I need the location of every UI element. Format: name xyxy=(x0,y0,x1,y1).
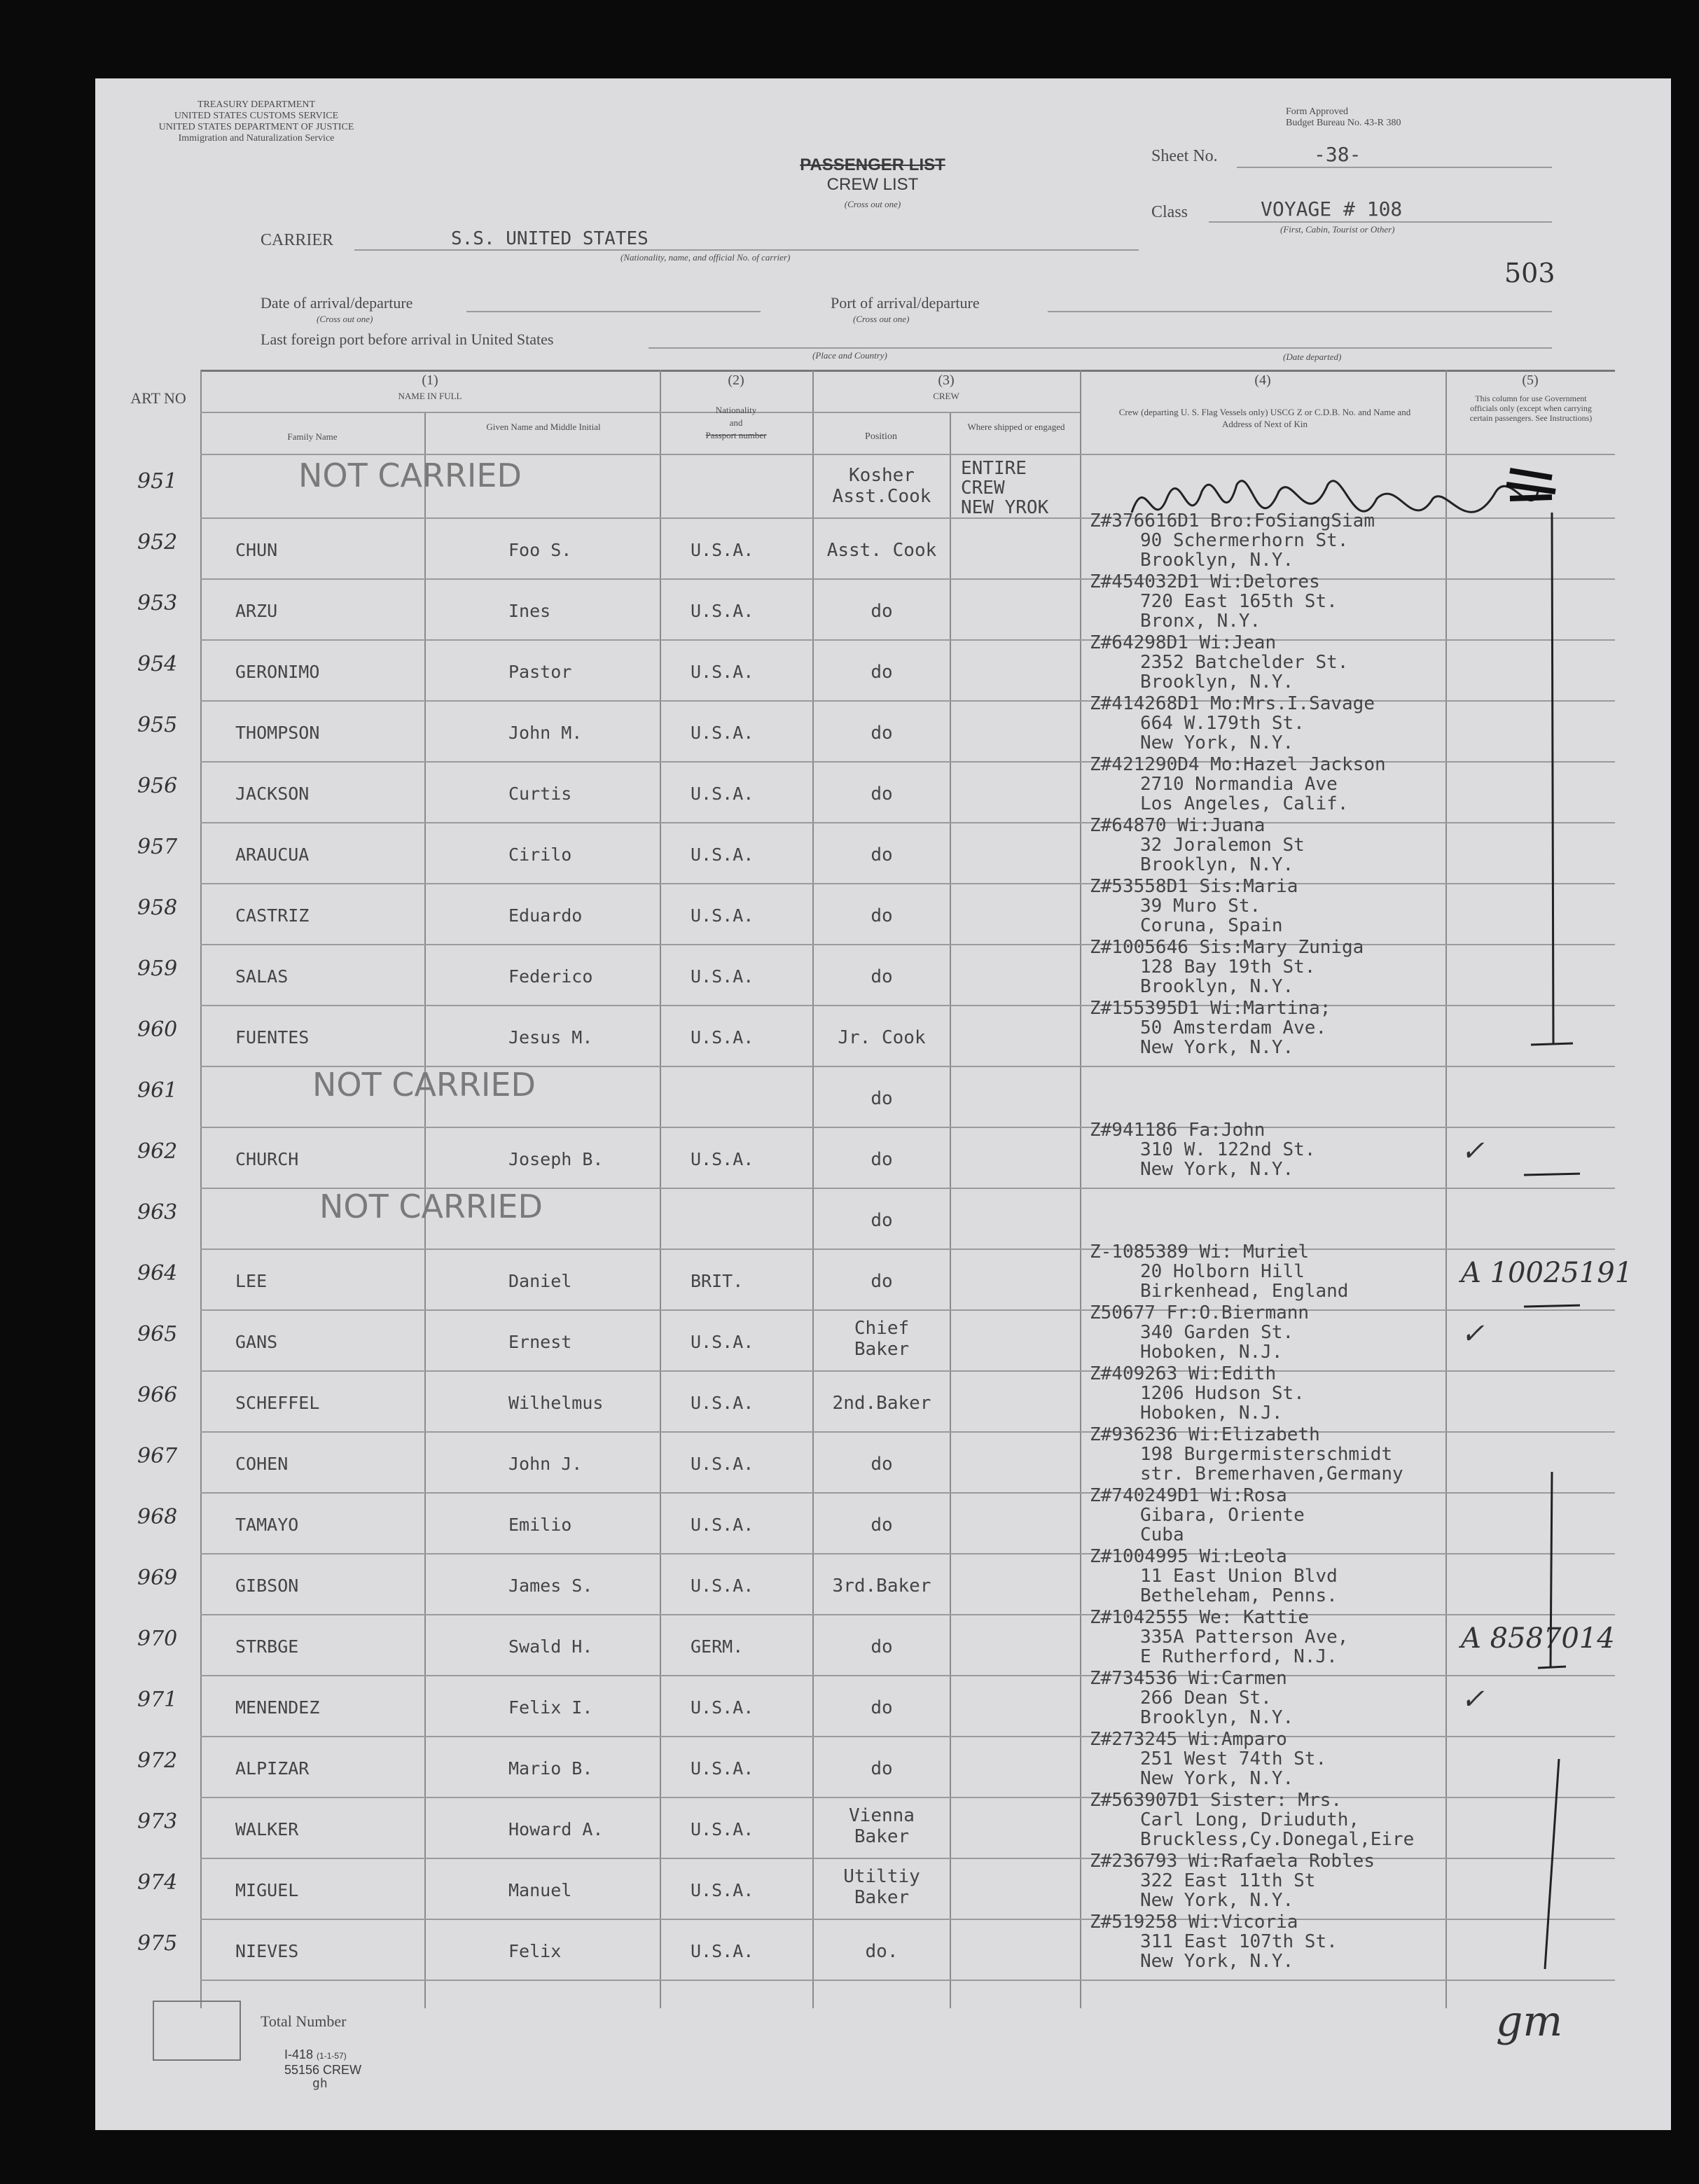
given-name: Ines xyxy=(508,601,551,621)
row-number: 962 xyxy=(137,1139,178,1164)
family-name: JACKSON xyxy=(235,784,310,804)
form-number xyxy=(284,2047,361,2091)
family-name: CHUN xyxy=(235,540,278,560)
position-line: do xyxy=(871,1210,893,1231)
art-no-heading: ART NO xyxy=(130,389,186,407)
family-name: CASTRIZ xyxy=(235,905,310,926)
nationality: U.S.A. xyxy=(691,1332,754,1352)
form-number-code: I-418 xyxy=(284,2047,314,2061)
row-number: 970 xyxy=(137,1627,178,1651)
next-of-kin-line: Z#563907D1 Sister: Mrs. xyxy=(1090,1790,1343,1811)
agency-line: TREASURY DEPARTMENT xyxy=(197,99,316,110)
row-number: 958 xyxy=(137,896,178,920)
next-of-kin-line: New York, N.Y. xyxy=(1140,1951,1294,1972)
carrier-label: CARRIER xyxy=(261,231,334,249)
position-line: do xyxy=(871,784,893,805)
position-line: do xyxy=(871,1088,893,1109)
next-of-kin-line: 50 Amsterdam Ave. xyxy=(1140,1017,1327,1038)
where-shipped-line: CREW xyxy=(961,478,1005,499)
family-name: GIBSON xyxy=(235,1576,299,1596)
table-row xyxy=(95,1607,1671,1676)
official-mark: ✓ xyxy=(1461,1318,1485,1350)
family-name: NIEVES xyxy=(235,1941,299,1961)
position-line: do xyxy=(871,601,893,622)
next-of-kin-line: 335A Patterson Ave, xyxy=(1140,1627,1349,1648)
next-of-kin-line: Z#936236 Wi:Elizabeth xyxy=(1090,1424,1320,1445)
family-name-heading: Family Name xyxy=(287,431,338,442)
next-of-kin-line: Z#941186 Fa:John xyxy=(1090,1120,1265,1141)
row-number: 959 xyxy=(137,957,178,981)
given-name: Federico xyxy=(508,966,593,987)
next-of-kin-line: Z-1085389 Wi: Muriel xyxy=(1090,1241,1310,1263)
col2-title-line: Nationality xyxy=(715,405,757,415)
next-of-kin-line: Bruckless,Cy.Donegal,Eire xyxy=(1140,1829,1415,1850)
agency-line: Immigration and Naturalization Service xyxy=(178,133,335,144)
next-of-kin-line: 20 Holborn Hill xyxy=(1140,1261,1305,1282)
table-row xyxy=(95,1790,1671,1859)
table-row xyxy=(95,1067,1671,1128)
date-label: Date of arrival/departure xyxy=(261,294,413,312)
form-approved-label: Form Approved xyxy=(1286,106,1349,117)
list-type: CREW LIST xyxy=(826,175,919,194)
form-number-date: (1-1-57) xyxy=(317,2051,347,2061)
given-name: Foo S. xyxy=(508,540,572,560)
family-name: MIGUEL xyxy=(235,1880,299,1900)
next-of-kin-line: 32 Joralemon St xyxy=(1140,835,1305,856)
given-name: Curtis xyxy=(508,784,572,804)
next-of-kin-line: 11 East Union Blvd xyxy=(1140,1566,1338,1587)
nationality: U.S.A. xyxy=(691,1576,754,1596)
row-number: 971 xyxy=(137,1688,178,1712)
given-name: Swald H. xyxy=(508,1636,593,1657)
col5-title: This column for use Government officials only (except when carrying certain passengers. See Instructions) xyxy=(1469,394,1593,423)
table-row xyxy=(95,754,1671,823)
nationality: U.S.A. xyxy=(691,1819,754,1839)
given-name: Joseph B. xyxy=(508,1149,604,1169)
given-name: James S. xyxy=(508,1576,593,1596)
given-name: Felix I. xyxy=(508,1697,593,1718)
next-of-kin-line: Birkenhead, England xyxy=(1140,1281,1349,1302)
next-of-kin-line: Hoboken, N.J. xyxy=(1140,1342,1283,1363)
nationality: U.S.A. xyxy=(691,1027,754,1048)
table-row xyxy=(95,1912,1671,1981)
next-of-kin-line: 664 W.179th St. xyxy=(1140,713,1305,734)
row-number: 973 xyxy=(137,1809,178,1834)
row-number: 957 xyxy=(137,835,178,859)
row-number: 951 xyxy=(137,469,178,494)
next-of-kin-line: Z#1005646 Sis:Mary Zuniga xyxy=(1090,937,1364,958)
position-line: Vienna xyxy=(849,1805,915,1826)
not-carried-stamp: NOT CARRIED xyxy=(312,1066,536,1104)
given-name-heading: Given Name and Middle Initial xyxy=(486,422,601,432)
nationality: U.S.A. xyxy=(691,662,754,682)
row-number: 972 xyxy=(137,1748,178,1773)
cross-out-hint: (Cross out one) xyxy=(844,199,901,209)
position-line: do xyxy=(871,1454,893,1475)
signature-scribble-icon xyxy=(1104,457,1580,548)
total-number-box xyxy=(153,2001,241,2061)
next-of-kin-line: New York, N.Y. xyxy=(1140,1037,1294,1058)
position-line: 3rd.Baker xyxy=(832,1576,931,1597)
next-of-kin-line: 1206 Hudson St. xyxy=(1140,1383,1305,1404)
position-line: do xyxy=(871,844,893,865)
sheet-label: Sheet No. xyxy=(1151,147,1218,165)
next-of-kin-line: New York, N.Y. xyxy=(1140,1159,1294,1180)
next-of-kin-line: Brooklyn, N.Y. xyxy=(1140,672,1294,693)
position-line: do xyxy=(871,1758,893,1779)
given-name: Jesus M. xyxy=(508,1027,593,1048)
agency-line: UNITED STATES DEPARTMENT OF JUSTICE xyxy=(158,122,354,132)
family-name: GANS xyxy=(235,1332,278,1352)
col1-title: NAME IN FULL xyxy=(398,391,462,401)
next-of-kin-line: 251 West 74th St. xyxy=(1140,1748,1327,1769)
next-of-kin-line: 720 East 165th St. xyxy=(1140,591,1338,612)
next-of-kin-line: 310 W. 122nd St. xyxy=(1140,1139,1316,1160)
family-name: FUENTES xyxy=(235,1027,310,1048)
next-of-kin-line: Z#519258 Wi:Vicoria xyxy=(1090,1912,1298,1933)
table-row xyxy=(95,1729,1671,1798)
table-row xyxy=(95,693,1671,763)
next-of-kin-line: Z#454032D1 Wi:Delores xyxy=(1090,571,1320,592)
nationality: U.S.A. xyxy=(691,1941,754,1961)
form-initials: gh xyxy=(312,2076,328,2091)
form-number-sub: 55156 CREW xyxy=(284,2063,362,2077)
position-line: do xyxy=(871,662,893,683)
given-name: Pastor xyxy=(508,662,572,682)
next-of-kin-line: Z#1004995 Wi:Leola xyxy=(1090,1546,1287,1567)
sheet-value: -38- xyxy=(1314,143,1361,166)
page-number: 503 xyxy=(1504,258,1555,288)
nationality: U.S.A. xyxy=(691,784,754,804)
row-number: 963 xyxy=(137,1200,178,1225)
family-name: SALAS xyxy=(235,966,289,987)
row-number: 965 xyxy=(137,1322,178,1347)
nationality: U.S.A. xyxy=(691,1515,754,1535)
position-line: do xyxy=(871,1515,893,1536)
next-of-kin-line: Z#53558D1 Sis:Maria xyxy=(1090,876,1298,897)
row-number: 961 xyxy=(137,1078,178,1103)
inspector-signature: gm xyxy=(1496,1997,1563,2046)
col3-title: CREW xyxy=(933,391,959,401)
nationality: U.S.A. xyxy=(691,723,754,743)
next-of-kin-line: Brooklyn, N.Y. xyxy=(1140,854,1294,875)
next-of-kin-line: 322 East 11th St xyxy=(1140,1870,1316,1891)
next-of-kin-line: 266 Dean St. xyxy=(1140,1688,1272,1709)
row-number: 966 xyxy=(137,1383,178,1407)
next-of-kin-line: New York, N.Y. xyxy=(1140,732,1294,753)
table-row xyxy=(95,1668,1671,1737)
row-number: 954 xyxy=(137,652,178,676)
col3-number: (3) xyxy=(938,373,955,388)
family-name: ALPIZAR xyxy=(235,1758,310,1779)
table-row xyxy=(95,1424,1671,1494)
carrier-value: S.S. UNITED STATES xyxy=(451,228,649,249)
family-name: TAMAYO xyxy=(235,1515,299,1535)
nationality: U.S.A. xyxy=(691,966,754,987)
row-number: 956 xyxy=(137,774,178,798)
next-of-kin-line: Z#273245 Wi:Amparo xyxy=(1090,1729,1287,1750)
position-line: Kosher xyxy=(849,465,915,486)
crew-list-form xyxy=(95,78,1671,2130)
next-of-kin-line: Z#236793 Wi:Rafaela Robles xyxy=(1090,1851,1375,1872)
position-line: do xyxy=(871,1697,893,1718)
nationality: U.S.A. xyxy=(691,1697,754,1718)
given-name: Wilhelmus xyxy=(508,1393,604,1413)
position-line: Baker xyxy=(854,1826,910,1847)
next-of-kin-line: Z#1042555 We: Kattie xyxy=(1090,1607,1310,1628)
table-row xyxy=(95,1851,1671,1920)
where-shipped-heading: Where shipped or engaged xyxy=(967,422,1065,432)
table-row xyxy=(95,1189,1671,1250)
position-line: Baker xyxy=(854,1887,910,1908)
position-line: Utiltiy xyxy=(843,1866,920,1887)
official-mark: ✓ xyxy=(1461,1135,1485,1167)
given-name: Howard A. xyxy=(508,1819,604,1839)
next-of-kin-line: Z#414268D1 Mo:Mrs.I.Savage xyxy=(1090,693,1375,714)
table-row xyxy=(95,1241,1671,1311)
next-of-kin-line: Brooklyn, N.Y. xyxy=(1140,1707,1294,1728)
official-mark: A 8587014 xyxy=(1461,1622,1615,1655)
not-carried-stamp: NOT CARRIED xyxy=(319,1188,543,1225)
next-of-kin-line: Z#421290D4 Mo:Hazel Jackson xyxy=(1090,754,1386,775)
where-shipped-line: ENTIRE xyxy=(961,458,1027,479)
col2-title-line-struck: Passport number xyxy=(705,430,767,440)
given-name: Daniel xyxy=(508,1271,572,1291)
given-name: Mario B. xyxy=(508,1758,593,1779)
position-line: Baker xyxy=(854,1339,910,1360)
carrier-hint: (Nationality, name, and official No. of carrier) xyxy=(620,252,791,263)
agency-line: UNITED STATES CUSTOMS SERVICE xyxy=(174,111,339,121)
next-of-kin-line: 2352 Batchelder St. xyxy=(1140,652,1349,673)
position-line: do. xyxy=(865,1941,899,1962)
row-number: 968 xyxy=(137,1505,178,1529)
col5-number: (5) xyxy=(1522,373,1539,388)
next-of-kin-line: Los Angeles, Calif. xyxy=(1140,793,1349,814)
col2-number: (2) xyxy=(728,373,744,388)
next-of-kin-line: Z#409263 Wi:Edith xyxy=(1090,1363,1277,1384)
table-top-rule xyxy=(200,370,1615,372)
row-number: 974 xyxy=(137,1870,178,1895)
given-name: Felix xyxy=(508,1941,562,1961)
nationality: BRIT. xyxy=(691,1271,744,1291)
position-heading: Position xyxy=(865,431,897,442)
position-line: Asst. Cook xyxy=(826,540,937,561)
not-carried-stamp: NOT CARRIED xyxy=(298,457,522,494)
nationality: U.S.A. xyxy=(691,1149,754,1169)
next-of-kin-line: 340 Garden St. xyxy=(1140,1322,1294,1343)
next-of-kin-line: Z#734536 Wi:Carmen xyxy=(1090,1668,1287,1689)
row-number: 952 xyxy=(137,530,178,555)
table-row xyxy=(95,998,1671,1067)
row-number: 964 xyxy=(137,1261,178,1286)
nationality: U.S.A. xyxy=(691,540,754,560)
table-row xyxy=(95,815,1671,884)
position-line: do xyxy=(871,1636,893,1657)
official-mark: ✓ xyxy=(1461,1683,1485,1716)
col1-number: (1) xyxy=(422,373,438,388)
position-line: do xyxy=(871,1271,893,1292)
next-of-kin-line: Z#740249D1 Wi:Rosa xyxy=(1090,1485,1287,1506)
class-hint: (First, Cabin, Tourist or Other) xyxy=(1280,224,1395,235)
family-name: MENENDEZ xyxy=(235,1697,320,1718)
position-line: Jr. Cook xyxy=(838,1027,926,1048)
next-of-kin-line: Cuba xyxy=(1140,1524,1184,1545)
next-of-kin-line: str. Bremerhaven,Germany xyxy=(1140,1463,1403,1484)
list-type-struck: PASSENGER LIST xyxy=(800,155,945,174)
nationality: U.S.A. xyxy=(691,1758,754,1779)
next-of-kin-line: Z#155395D1 Wi:Martina; xyxy=(1090,998,1331,1019)
next-of-kin-line: 311 East 107th St. xyxy=(1140,1931,1338,1952)
nationality: U.S.A. xyxy=(691,1454,754,1474)
nationality: U.S.A. xyxy=(691,1393,754,1413)
table-row xyxy=(95,1302,1671,1372)
nationality: GERM. xyxy=(691,1636,744,1657)
next-of-kin-line: Carl Long, Driuduth, xyxy=(1140,1809,1360,1830)
nationality: U.S.A. xyxy=(691,844,754,865)
official-mark: A 10025191 xyxy=(1461,1257,1633,1289)
next-of-kin-line: Gibara, Oriente xyxy=(1140,1505,1305,1526)
class-value: VOYAGE # 108 xyxy=(1261,197,1403,221)
nationality: U.S.A. xyxy=(691,601,754,621)
table-row xyxy=(95,1363,1671,1433)
table-row xyxy=(95,1485,1671,1554)
next-of-kin-line: E Rutherford, N.J. xyxy=(1140,1646,1338,1667)
family-name: ARAUCUA xyxy=(235,844,310,865)
position-line: do xyxy=(871,1149,893,1170)
position-line: do xyxy=(871,723,893,744)
given-name: Ernest xyxy=(508,1332,572,1352)
position-line: do xyxy=(871,905,893,926)
family-name: COHEN xyxy=(235,1454,289,1474)
next-of-kin-line: 198 Burgermisterschmidt xyxy=(1140,1444,1393,1465)
position-line: do xyxy=(871,966,893,987)
table-row xyxy=(95,571,1671,641)
next-of-kin-line: 2710 Normandia Ave xyxy=(1140,774,1338,795)
next-of-kin-line: Z#64298D1 Wi:Jean xyxy=(1090,632,1277,653)
family-name: ARZU xyxy=(235,601,278,621)
row-number: 975 xyxy=(137,1931,178,1956)
next-of-kin-line: Z#376616D1 Bro:FoSiangSiam xyxy=(1090,510,1375,531)
next-of-kin-line: Brooklyn, N.Y. xyxy=(1140,550,1294,571)
last-port-label: Last foreign port before arrival in United States xyxy=(261,331,554,348)
next-of-kin-line: Betheleham, Penns. xyxy=(1140,1585,1338,1606)
given-name: Cirilo xyxy=(508,844,572,865)
family-name: STRBGE xyxy=(235,1636,299,1657)
date-hint: (Cross out one) xyxy=(317,314,373,324)
position-line: 2nd.Baker xyxy=(832,1393,931,1414)
next-of-kin-line: Z50677 Fr:O.Biermann xyxy=(1090,1302,1310,1323)
family-name: GERONIMO xyxy=(235,662,320,682)
table-row xyxy=(95,1120,1671,1189)
col4-title: Crew (departing U. S. Flag Vessels only) USCG Z or C.D.B. No. and Name and Address of Next of Kin xyxy=(1118,407,1411,429)
next-of-kin-line: 39 Muro St. xyxy=(1140,896,1261,917)
table-row xyxy=(95,876,1671,945)
date-departed-hint: (Date departed) xyxy=(1283,352,1342,362)
port-hint: (Cross out one) xyxy=(853,314,910,324)
table-row xyxy=(95,632,1671,702)
nationality: U.S.A. xyxy=(691,905,754,926)
next-of-kin-line: Coruna, Spain xyxy=(1140,915,1283,936)
form-approved xyxy=(1286,106,1401,129)
row-number: 955 xyxy=(137,713,178,737)
next-of-kin-line: Hoboken, N.J. xyxy=(1140,1403,1283,1424)
family-name: LEE xyxy=(235,1271,268,1291)
place-hint: (Place and Country) xyxy=(812,350,887,361)
row-number: 969 xyxy=(137,1566,178,1590)
next-of-kin-line: Brooklyn, N.Y. xyxy=(1140,976,1294,997)
family-name: SCHEFFEL xyxy=(235,1393,320,1413)
list-type-block xyxy=(768,155,978,214)
position-line: Chief xyxy=(854,1318,910,1339)
col4-number: (4) xyxy=(1254,373,1271,388)
next-of-kin-line: 128 Bay 19th St. xyxy=(1140,957,1316,978)
given-name: John J. xyxy=(508,1454,583,1474)
given-name: Emilio xyxy=(508,1515,572,1535)
next-of-kin-line: New York, N.Y. xyxy=(1140,1890,1294,1911)
next-of-kin-line: 90 Schermerhorn St. xyxy=(1140,530,1349,551)
vertical-tick-line-icon xyxy=(1524,513,1580,1759)
table-row xyxy=(95,937,1671,1006)
position-line: Asst.Cook xyxy=(832,486,931,507)
total-number-label: Total Number xyxy=(261,2012,347,2030)
row-number: 953 xyxy=(137,591,178,615)
family-name: CHURCH xyxy=(235,1149,299,1169)
port-label: Port of arrival/departure xyxy=(831,294,980,312)
given-name: John M. xyxy=(508,723,583,743)
given-name: Eduardo xyxy=(508,905,583,926)
nationality: U.S.A. xyxy=(691,1880,754,1900)
next-of-kin-line: Z#64870 Wi:Juana xyxy=(1090,815,1265,836)
class-label: Class xyxy=(1151,203,1188,221)
budget-bureau-label: Budget Bureau No. 43-R 380 xyxy=(1286,118,1401,128)
next-of-kin-line: New York, N.Y. xyxy=(1140,1768,1294,1789)
row-number: 960 xyxy=(137,1017,178,1042)
table-row xyxy=(95,1546,1671,1615)
row-number: 967 xyxy=(137,1444,178,1468)
col2-title-line: and xyxy=(729,417,743,428)
where-shipped-line: NEW YROK xyxy=(961,497,1049,518)
given-name: Manuel xyxy=(508,1880,572,1900)
family-name: THOMPSON xyxy=(235,723,320,743)
agency-block xyxy=(137,99,375,144)
next-of-kin-line: Bronx, N.Y. xyxy=(1140,611,1261,632)
family-name: WALKER xyxy=(235,1819,299,1839)
